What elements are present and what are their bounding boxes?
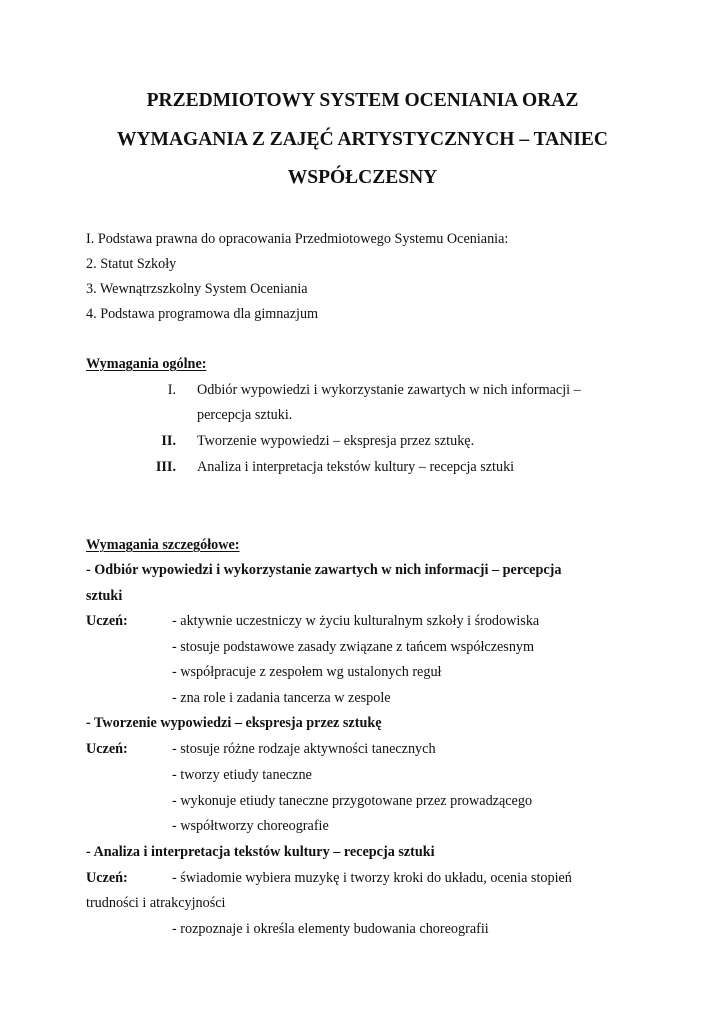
general-item-text: Analiza i interpretacja tekstów kultury – recepcja sztuki: [197, 459, 515, 475]
student-label: Uczeń:: [86, 613, 128, 629]
student-label: Uczeń:: [86, 741, 128, 757]
basis-item: I. Podstawa prawna do opracowania Przedmiotowego Systemu Oceniania:: [86, 231, 509, 247]
student-label: Uczeń:: [86, 870, 128, 886]
basis-item: 3. Wewnątrzszkolny System Oceniania: [86, 281, 308, 297]
title-line-2: WYMAGANIA Z ZAJĘĆ ARTYSTYCZNYCH – TANIEC: [116, 129, 609, 150]
detailed-heading: Wymagania szczegółowe:: [86, 537, 240, 553]
requirement-item: - stosuje podstawowe zasady związane z tańcem współczesnym: [172, 639, 535, 655]
requirement-item: - aktywnie uczestniczy w życiu kulturalnym szkoły i środowiska: [172, 613, 540, 629]
basis-item: 4. Podstawa programowa dla gimnazjum: [86, 306, 319, 322]
requirement-item: - stosuje różne rodzaje aktywności tanecznych: [172, 741, 436, 757]
basis-item: 2. Statut Szkoły: [86, 256, 177, 272]
requirement-item: - współtworzy choreografie: [172, 818, 329, 834]
general-heading: Wymagania ogólne:: [86, 356, 207, 372]
section-title: - Odbiór wypowiedzi i wykorzystanie zawartych w nich informacji – percepcja: [86, 562, 562, 578]
general-item-continuation: percepcja sztuki.: [197, 407, 293, 423]
requirement-item: - rozpoznaje i określa elementy budowania choreografii: [172, 921, 489, 937]
section-title: - Tworzenie wypowiedzi – ekspresja przez sztukę: [86, 715, 382, 731]
requirement-item: - świadomie wybiera muzykę i tworzy kroki do układu, ocenia stopień: [172, 870, 572, 886]
section-title: - Analiza i interpretacja tekstów kultury – recepcja sztuki: [86, 844, 435, 860]
requirement-item: - tworzy etiudy taneczne: [172, 767, 312, 783]
title-line-3: WSPÓŁCZESNY: [287, 167, 438, 188]
general-item-number: II.: [161, 433, 176, 449]
requirement-item: - współpracuje z zespołem wg ustalonych reguł: [172, 664, 442, 680]
general-item-number: III.: [155, 459, 176, 475]
section-title-continuation: sztuki: [86, 588, 123, 604]
general-item-text: Tworzenie wypowiedzi – ekspresja przez sztukę.: [197, 433, 475, 449]
requirement-item: - zna role i zadania tancerza w zespole: [172, 690, 391, 706]
general-item-text: Odbiór wypowiedzi i wykorzystanie zawartych w nich informacji –: [197, 382, 581, 398]
general-item-number: I.: [167, 382, 176, 398]
requirement-item-continuation: trudności i atrakcyjności: [86, 895, 226, 911]
title-line-1: PRZEDMIOTOWY SYSTEM OCENIANIA ORAZ: [146, 90, 579, 111]
requirement-item: - wykonuje etiudy taneczne przygotowane przez prowadzącego: [172, 793, 533, 809]
